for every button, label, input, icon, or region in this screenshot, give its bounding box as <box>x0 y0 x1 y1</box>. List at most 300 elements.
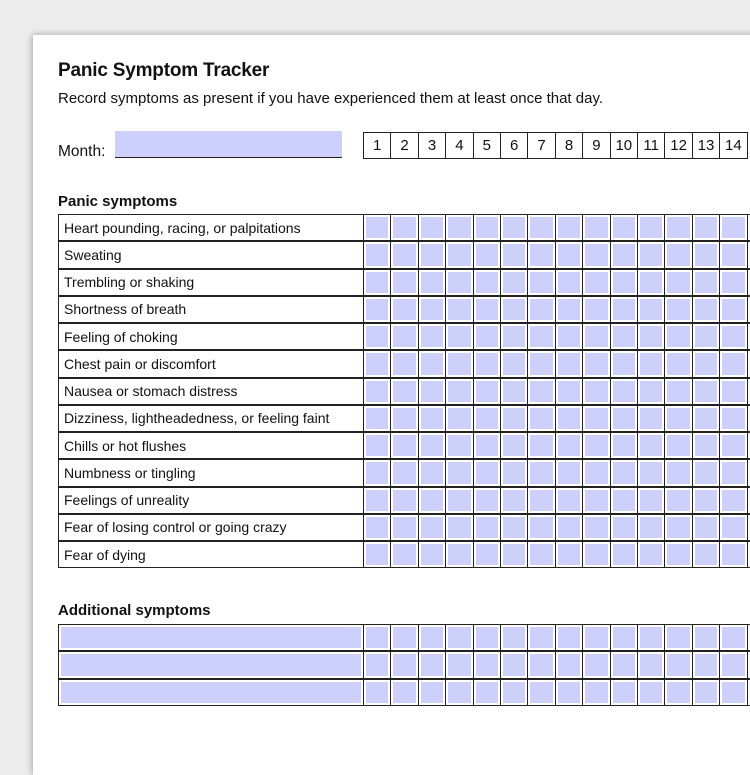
symptom-day-cell[interactable] <box>719 269 747 296</box>
symptom-day-cell[interactable] <box>664 459 692 486</box>
symptom-day-cell[interactable] <box>610 459 638 486</box>
symptom-day-cell[interactable] <box>664 269 692 296</box>
cell-fill <box>421 353 443 374</box>
cell-fill <box>558 517 580 538</box>
additional-day-cell[interactable] <box>473 624 501 651</box>
symptom-day-cell[interactable] <box>363 541 391 568</box>
symptom-day-cell[interactable] <box>445 214 473 241</box>
symptom-day-cell[interactable] <box>363 296 391 323</box>
symptom-day-cell[interactable] <box>555 269 583 296</box>
symptom-day-cell[interactable] <box>445 487 473 514</box>
symptom-row <box>58 323 750 350</box>
symptom-day-cell[interactable] <box>390 296 418 323</box>
symptom-day-cell[interactable] <box>473 350 501 377</box>
symptom-day-cell[interactable] <box>747 432 750 459</box>
symptom-day-cell[interactable] <box>610 405 638 432</box>
additional-day-cell[interactable] <box>390 624 418 651</box>
symptom-day-cell[interactable] <box>747 541 750 568</box>
symptom-day-cell[interactable] <box>610 487 638 514</box>
symptom-day-cell[interactable] <box>747 459 750 486</box>
symptom-day-cell[interactable] <box>500 323 528 350</box>
symptom-day-cell[interactable] <box>500 269 528 296</box>
additional-day-cell[interactable] <box>582 651 610 678</box>
symptom-day-cell[interactable] <box>473 487 501 514</box>
symptom-day-cell[interactable] <box>473 541 501 568</box>
symptom-day-cell[interactable] <box>390 350 418 377</box>
symptom-day-cell[interactable] <box>363 432 391 459</box>
cell-fill <box>421 408 443 429</box>
cell-fill <box>448 435 470 456</box>
symptom-day-cell[interactable] <box>445 459 473 486</box>
symptom-day-cell[interactable] <box>500 541 528 568</box>
symptom-day-cell[interactable] <box>692 378 720 405</box>
month-input[interactable] <box>115 131 342 158</box>
cell-fill <box>640 490 662 511</box>
additional-day-cell[interactable] <box>445 624 473 651</box>
symptom-day-cell[interactable] <box>664 296 692 323</box>
symptom-day-cell[interactable] <box>747 378 750 405</box>
symptom-day-cell[interactable] <box>719 323 747 350</box>
cell-fill <box>695 217 717 238</box>
cell-fill <box>695 517 717 538</box>
symptom-day-cell[interactable] <box>637 350 665 377</box>
symptom-day-cell[interactable] <box>473 269 501 296</box>
symptom-day-cell[interactable] <box>747 214 750 241</box>
symptom-row <box>58 296 750 323</box>
cell-fill <box>476 272 498 293</box>
symptom-day-cell[interactable] <box>363 514 391 541</box>
day-header-cell: 11 <box>637 132 665 159</box>
symptom-day-cell[interactable] <box>555 323 583 350</box>
symptom-day-cell[interactable] <box>582 541 610 568</box>
symptom-day-cell[interactable] <box>473 296 501 323</box>
symptom-day-cell[interactable] <box>445 269 473 296</box>
additional-day-cell[interactable] <box>555 651 583 678</box>
additional-day-cell[interactable] <box>555 624 583 651</box>
symptom-day-cell[interactable] <box>582 350 610 377</box>
symptom-day-cell[interactable] <box>610 432 638 459</box>
symptom-day-cell[interactable] <box>637 459 665 486</box>
symptom-day-cell[interactable] <box>719 432 747 459</box>
symptom-day-cell[interactable] <box>363 241 391 268</box>
symptom-day-cell[interactable] <box>363 269 391 296</box>
symptom-day-cell[interactable] <box>527 405 555 432</box>
symptom-day-cell[interactable] <box>692 269 720 296</box>
symptom-day-cell[interactable] <box>610 269 638 296</box>
cell-fill <box>530 217 552 238</box>
symptom-day-cell[interactable] <box>527 432 555 459</box>
symptom-day-cell[interactable] <box>719 214 747 241</box>
symptom-day-cell[interactable] <box>692 214 720 241</box>
symptom-day-cell[interactable] <box>390 405 418 432</box>
symptom-day-cell[interactable] <box>637 541 665 568</box>
symptom-day-cell[interactable] <box>582 514 610 541</box>
cell-fill <box>585 435 607 456</box>
additional-symptom-row <box>58 679 750 706</box>
symptom-day-cell[interactable] <box>527 350 555 377</box>
symptom-day-cell[interactable] <box>527 323 555 350</box>
cell-fill <box>667 244 689 265</box>
symptom-day-cell[interactable] <box>527 541 555 568</box>
cell-fill <box>476 682 498 703</box>
symptom-day-cell[interactable] <box>582 487 610 514</box>
symptom-day-cell[interactable] <box>747 514 750 541</box>
symptom-day-cell[interactable] <box>418 514 446 541</box>
additional-day-cell[interactable] <box>637 624 665 651</box>
symptom-day-cell[interactable] <box>390 459 418 486</box>
symptom-day-cell[interactable] <box>747 241 750 268</box>
symptom-day-cell[interactable] <box>527 487 555 514</box>
cell-fill <box>722 462 744 483</box>
symptom-day-cell[interactable] <box>664 378 692 405</box>
additional-day-cell[interactable] <box>664 679 692 706</box>
symptom-day-cell[interactable] <box>555 432 583 459</box>
additional-day-cell[interactable] <box>555 679 583 706</box>
additional-day-cell[interactable] <box>719 651 747 678</box>
symptom-day-cell[interactable] <box>500 350 528 377</box>
additional-symptom-input[interactable] <box>58 679 363 706</box>
instructions: Record symptoms as present if you have experienced them at least once that day. <box>58 90 603 107</box>
cell-fill <box>585 462 607 483</box>
symptom-day-cell[interactable] <box>555 241 583 268</box>
additional-day-cell[interactable] <box>637 651 665 678</box>
additional-day-cell[interactable] <box>418 624 446 651</box>
additional-day-cell[interactable] <box>582 624 610 651</box>
symptom-day-cell[interactable] <box>500 459 528 486</box>
additional-day-cell[interactable] <box>692 651 720 678</box>
cell-fill <box>585 381 607 402</box>
additional-day-cell[interactable] <box>610 679 638 706</box>
symptom-day-cell[interactable] <box>500 214 528 241</box>
symptom-day-cell[interactable] <box>610 296 638 323</box>
symptom-day-cell[interactable] <box>692 350 720 377</box>
symptom-day-cell[interactable] <box>527 241 555 268</box>
symptom-day-cell[interactable] <box>363 459 391 486</box>
symptom-day-cell[interactable] <box>719 514 747 541</box>
symptom-day-cell[interactable] <box>418 214 446 241</box>
symptom-day-cell[interactable] <box>747 350 750 377</box>
additional-day-cell[interactable] <box>473 679 501 706</box>
additional-day-cell[interactable] <box>582 679 610 706</box>
symptom-day-cell[interactable] <box>582 214 610 241</box>
symptom-day-cell[interactable] <box>692 296 720 323</box>
cell-fill <box>530 381 552 402</box>
symptom-day-cell[interactable] <box>418 378 446 405</box>
symptom-day-cell[interactable] <box>473 405 501 432</box>
symptom-day-cell[interactable] <box>610 514 638 541</box>
symptom-day-cell[interactable] <box>418 432 446 459</box>
symptom-day-cell[interactable] <box>582 459 610 486</box>
symptom-day-cell[interactable] <box>390 432 418 459</box>
symptom-day-cell[interactable] <box>555 459 583 486</box>
symptom-day-cell[interactable] <box>610 350 638 377</box>
day-header-cell: 4 <box>445 132 473 159</box>
symptom-row <box>58 405 750 432</box>
symptom-day-cell[interactable] <box>664 323 692 350</box>
symptom-day-cell[interactable] <box>637 241 665 268</box>
symptom-day-cell[interactable] <box>527 378 555 405</box>
symptom-day-cell[interactable] <box>610 241 638 268</box>
symptom-day-cell[interactable] <box>664 241 692 268</box>
symptom-day-cell[interactable] <box>445 514 473 541</box>
additional-day-cell[interactable] <box>363 679 391 706</box>
additional-day-cell[interactable] <box>445 679 473 706</box>
additional-day-cell[interactable] <box>747 624 750 651</box>
additional-day-cell[interactable] <box>610 651 638 678</box>
symptom-day-cell[interactable] <box>555 350 583 377</box>
symptom-day-cell[interactable] <box>500 514 528 541</box>
additional-day-cell[interactable] <box>664 651 692 678</box>
symptom-day-cell[interactable] <box>390 241 418 268</box>
additional-day-cell[interactable] <box>664 624 692 651</box>
symptom-day-cell[interactable] <box>692 241 720 268</box>
cell-fill <box>393 627 415 648</box>
additional-symptom-input[interactable] <box>58 624 363 651</box>
symptom-day-cell[interactable] <box>390 541 418 568</box>
cell-fill <box>448 517 470 538</box>
symptom-day-cell[interactable] <box>719 459 747 486</box>
symptom-day-cell[interactable] <box>637 487 665 514</box>
symptom-day-cell[interactable] <box>747 487 750 514</box>
cell-fill <box>476 408 498 429</box>
additional-day-cell[interactable] <box>363 624 391 651</box>
additional-day-cell[interactable] <box>500 679 528 706</box>
additional-day-cell[interactable] <box>418 679 446 706</box>
cell-fill <box>667 408 689 429</box>
symptom-day-cell[interactable] <box>637 432 665 459</box>
symptom-day-cell[interactable] <box>363 214 391 241</box>
cell-fill <box>421 217 443 238</box>
cell-fill <box>366 462 388 483</box>
cell-fill <box>558 217 580 238</box>
symptom-day-cell[interactable] <box>418 323 446 350</box>
symptom-day-cell[interactable] <box>555 487 583 514</box>
symptom-day-cell[interactable] <box>390 514 418 541</box>
symptom-day-cell[interactable] <box>610 323 638 350</box>
symptom-day-cell[interactable] <box>527 459 555 486</box>
symptom-day-cell[interactable] <box>664 514 692 541</box>
symptom-day-cell[interactable] <box>555 296 583 323</box>
symptom-day-cell[interactable] <box>582 269 610 296</box>
symptom-day-cell[interactable] <box>637 323 665 350</box>
symptom-day-cell[interactable] <box>363 378 391 405</box>
symptom-day-cell[interactable] <box>747 296 750 323</box>
cell-fill <box>722 326 744 347</box>
symptom-day-cell[interactable] <box>445 350 473 377</box>
cell-fill <box>640 544 662 565</box>
symptom-day-cell[interactable] <box>473 241 501 268</box>
cell-fill <box>476 353 498 374</box>
cell-fill <box>393 299 415 320</box>
symptom-day-cell[interactable] <box>390 378 418 405</box>
symptom-day-cell[interactable] <box>418 541 446 568</box>
symptom-day-cell[interactable] <box>390 323 418 350</box>
symptom-day-cell[interactable] <box>610 214 638 241</box>
cell-fill <box>393 353 415 374</box>
additional-day-cell[interactable] <box>692 679 720 706</box>
symptom-day-cell[interactable] <box>637 378 665 405</box>
cell-fill <box>722 299 744 320</box>
symptom-day-cell[interactable] <box>719 378 747 405</box>
symptom-day-cell[interactable] <box>664 432 692 459</box>
symptom-day-cell[interactable] <box>527 296 555 323</box>
symptom-day-cell[interactable] <box>473 459 501 486</box>
symptom-day-cell[interactable] <box>363 323 391 350</box>
symptom-day-cell[interactable] <box>527 214 555 241</box>
symptom-label: Heart pounding, racing, or palpitations <box>58 214 363 241</box>
symptom-day-cell[interactable] <box>747 269 750 296</box>
symptom-day-cell[interactable] <box>692 514 720 541</box>
symptom-row <box>58 487 750 514</box>
symptom-day-cell[interactable] <box>473 378 501 405</box>
symptom-day-cell[interactable] <box>747 405 750 432</box>
cell-fill <box>640 462 662 483</box>
additional-day-cell[interactable] <box>610 624 638 651</box>
additional-day-cell[interactable] <box>500 624 528 651</box>
cell-fill <box>421 299 443 320</box>
symptom-day-cell[interactable] <box>582 378 610 405</box>
symptom-day-cell[interactable] <box>445 541 473 568</box>
additional-day-cell[interactable] <box>747 679 750 706</box>
additional-day-cell[interactable] <box>445 651 473 678</box>
additional-symptom-input[interactable] <box>58 651 363 678</box>
symptom-day-cell[interactable] <box>692 323 720 350</box>
symptom-day-cell[interactable] <box>418 459 446 486</box>
additional-day-cell[interactable] <box>637 679 665 706</box>
symptom-day-cell[interactable] <box>637 269 665 296</box>
symptom-day-cell[interactable] <box>500 432 528 459</box>
symptom-day-cell[interactable] <box>664 541 692 568</box>
symptom-day-cell[interactable] <box>418 350 446 377</box>
additional-day-cell[interactable] <box>473 651 501 678</box>
cell-fill <box>640 517 662 538</box>
symptom-day-cell[interactable] <box>692 432 720 459</box>
cell-fill <box>393 326 415 347</box>
additional-day-cell[interactable] <box>719 679 747 706</box>
symptom-day-cell[interactable] <box>445 405 473 432</box>
symptom-day-cell[interactable] <box>719 350 747 377</box>
symptom-day-cell[interactable] <box>473 514 501 541</box>
symptom-day-cell[interactable] <box>692 459 720 486</box>
symptom-day-cell[interactable] <box>500 241 528 268</box>
cell-fill <box>366 490 388 511</box>
cell-fill <box>640 435 662 456</box>
symptom-day-cell[interactable] <box>418 487 446 514</box>
symptom-day-cell[interactable] <box>527 269 555 296</box>
symptom-row <box>58 432 750 459</box>
additional-day-cell[interactable] <box>363 651 391 678</box>
symptom-day-cell[interactable] <box>445 432 473 459</box>
cell-fill <box>695 462 717 483</box>
symptom-day-cell[interactable] <box>664 405 692 432</box>
symptom-day-cell[interactable] <box>692 405 720 432</box>
cell-fill <box>722 544 744 565</box>
symptom-day-cell[interactable] <box>582 405 610 432</box>
symptom-day-cell[interactable] <box>500 487 528 514</box>
additional-day-cell[interactable] <box>692 624 720 651</box>
symptom-day-cell[interactable] <box>637 405 665 432</box>
symptom-day-cell[interactable] <box>363 487 391 514</box>
symptom-day-cell[interactable] <box>664 214 692 241</box>
cell-fill <box>695 244 717 265</box>
symptom-day-cell[interactable] <box>692 541 720 568</box>
symptom-day-cell[interactable] <box>747 323 750 350</box>
symptom-day-cell[interactable] <box>418 269 446 296</box>
symptom-day-cell[interactable] <box>555 214 583 241</box>
symptom-day-cell[interactable] <box>719 241 747 268</box>
symptom-day-cell[interactable] <box>637 296 665 323</box>
additional-day-cell[interactable] <box>527 651 555 678</box>
additional-day-cell[interactable] <box>527 679 555 706</box>
symptom-day-cell[interactable] <box>445 323 473 350</box>
symptom-row <box>58 378 750 405</box>
symptom-day-cell[interactable] <box>500 296 528 323</box>
cell-fill <box>476 544 498 565</box>
symptom-day-cell[interactable] <box>637 514 665 541</box>
symptom-day-cell[interactable] <box>637 214 665 241</box>
symptom-day-cell[interactable] <box>390 487 418 514</box>
additional-day-cell[interactable] <box>747 651 750 678</box>
symptom-day-cell[interactable] <box>418 296 446 323</box>
symptom-day-cell[interactable] <box>582 296 610 323</box>
symptom-day-cell[interactable] <box>445 241 473 268</box>
cell-fill <box>421 627 443 648</box>
symptom-day-cell[interactable] <box>582 432 610 459</box>
additional-day-cell[interactable] <box>527 624 555 651</box>
symptom-day-cell[interactable] <box>582 323 610 350</box>
symptom-day-cell[interactable] <box>555 514 583 541</box>
symptom-day-cell[interactable] <box>500 378 528 405</box>
symptom-day-cell[interactable] <box>473 323 501 350</box>
symptom-day-cell[interactable] <box>445 378 473 405</box>
symptom-day-cell[interactable] <box>610 378 638 405</box>
additional-day-cell[interactable] <box>390 651 418 678</box>
additional-day-cell[interactable] <box>418 651 446 678</box>
cell-fill <box>503 490 525 511</box>
symptom-day-cell[interactable] <box>692 487 720 514</box>
cell-fill <box>667 435 689 456</box>
symptom-day-cell[interactable] <box>500 405 528 432</box>
cell-fill <box>695 682 717 703</box>
symptom-day-cell[interactable] <box>363 405 391 432</box>
symptom-day-cell[interactable] <box>719 296 747 323</box>
symptom-day-cell[interactable] <box>418 405 446 432</box>
symptom-day-cell[interactable] <box>664 350 692 377</box>
symptom-day-cell[interactable] <box>610 541 638 568</box>
symptom-day-cell[interactable] <box>445 296 473 323</box>
symptom-day-cell[interactable] <box>719 487 747 514</box>
additional-day-cell[interactable] <box>500 651 528 678</box>
symptom-day-cell[interactable] <box>719 541 747 568</box>
symptom-day-cell[interactable] <box>555 541 583 568</box>
cell-fill <box>640 408 662 429</box>
symptom-day-cell[interactable] <box>363 350 391 377</box>
symptom-day-cell[interactable] <box>390 269 418 296</box>
symptom-day-cell[interactable] <box>664 487 692 514</box>
symptom-day-cell[interactable] <box>418 241 446 268</box>
symptom-day-cell[interactable] <box>527 514 555 541</box>
symptom-day-cell[interactable] <box>555 405 583 432</box>
symptom-day-cell[interactable] <box>719 405 747 432</box>
additional-day-cell[interactable] <box>719 624 747 651</box>
symptom-day-cell[interactable] <box>390 214 418 241</box>
symptom-day-cell[interactable] <box>473 214 501 241</box>
symptom-day-cell[interactable] <box>582 241 610 268</box>
additional-day-cell[interactable] <box>390 679 418 706</box>
month-label: Month: <box>58 143 105 161</box>
symptom-day-cell[interactable] <box>555 378 583 405</box>
symptom-day-cell[interactable] <box>473 432 501 459</box>
